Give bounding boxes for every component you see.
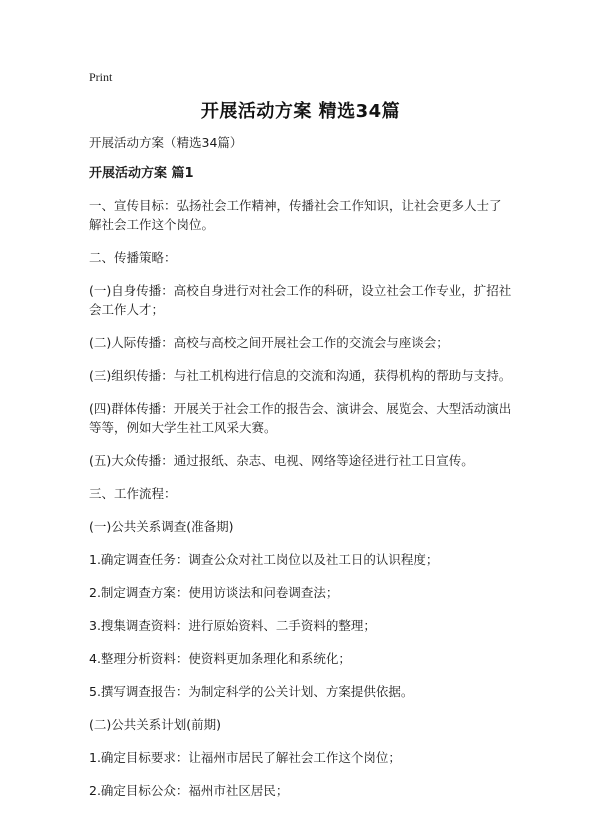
paragraph-workflow-heading: 三、工作流程：	[89, 486, 177, 501]
paragraph-survey-5: 5.撰写调查报告：为制定科学的公关计划、方案提供依据。	[89, 684, 414, 699]
paragraph-mass-spread: (五)大众传播：通过报纸、杂志、电视、网络等途径进行社工日宣传。	[89, 453, 474, 468]
paragraph-group-spread: (四)群体传播：开展关于社会工作的报告会、演讲会、展览会、大型活动演出等等，例如大学生社工风采大赛。	[89, 401, 512, 435]
section-heading: 开展活动方案 篇1	[89, 166, 194, 181]
document-body	[89, 133, 512, 814]
paragraph-survey-1: 1.确定调查任务：调查公众对社工岗位以及社工日的认识程度；	[89, 552, 439, 567]
paragraph-interpersonal-spread: (二)人际传播：高校与高校之间开展社会工作的交流会与座谈会；	[89, 335, 449, 350]
paragraph-plan-heading: (二)公共关系计划(前期)	[89, 717, 222, 732]
paragraph-goal: 一、宣传目标：弘扬社会工作精神，传播社会工作知识，让社会更多人士了解社会工作这个岗位。	[89, 198, 502, 232]
print-link[interactable]: Print	[89, 70, 113, 84]
paragraph-organization-spread: (三)组织传播：与社工机构进行信息的交流和沟通，获得机构的帮助与支持。	[89, 368, 512, 383]
paragraph-survey-2: 2.制定调查方案：使用访谈法和问卷调查法；	[89, 585, 339, 600]
paragraph-survey-4: 4.整理分析资料：使资料更加条理化和系统化；	[89, 651, 351, 666]
paragraph-survey-3: 3.搜集调查资料：进行原始资料、二手资料的整理；	[89, 618, 376, 633]
paragraph-strategy-heading: 二、传播策略：	[89, 250, 177, 265]
paragraph-plan-1: 1.确定目标要求：让福州市居民了解社会工作这个岗位；	[89, 750, 401, 765]
paragraph-survey-heading: (一)公共关系调查(准备期)	[89, 519, 234, 534]
document-subtitle: 开展活动方案（精选34篇）	[89, 135, 243, 150]
paragraph-self-spread: (一)自身传播：高校自身进行对社会工作的科研，设立社会工作专业，扩招社会工作人才；	[89, 283, 512, 317]
paragraph-plan-2: 2.确定目标公众：福州市社区居民；	[89, 783, 289, 798]
document-title: 开展活动方案 精选34篇	[200, 101, 401, 122]
